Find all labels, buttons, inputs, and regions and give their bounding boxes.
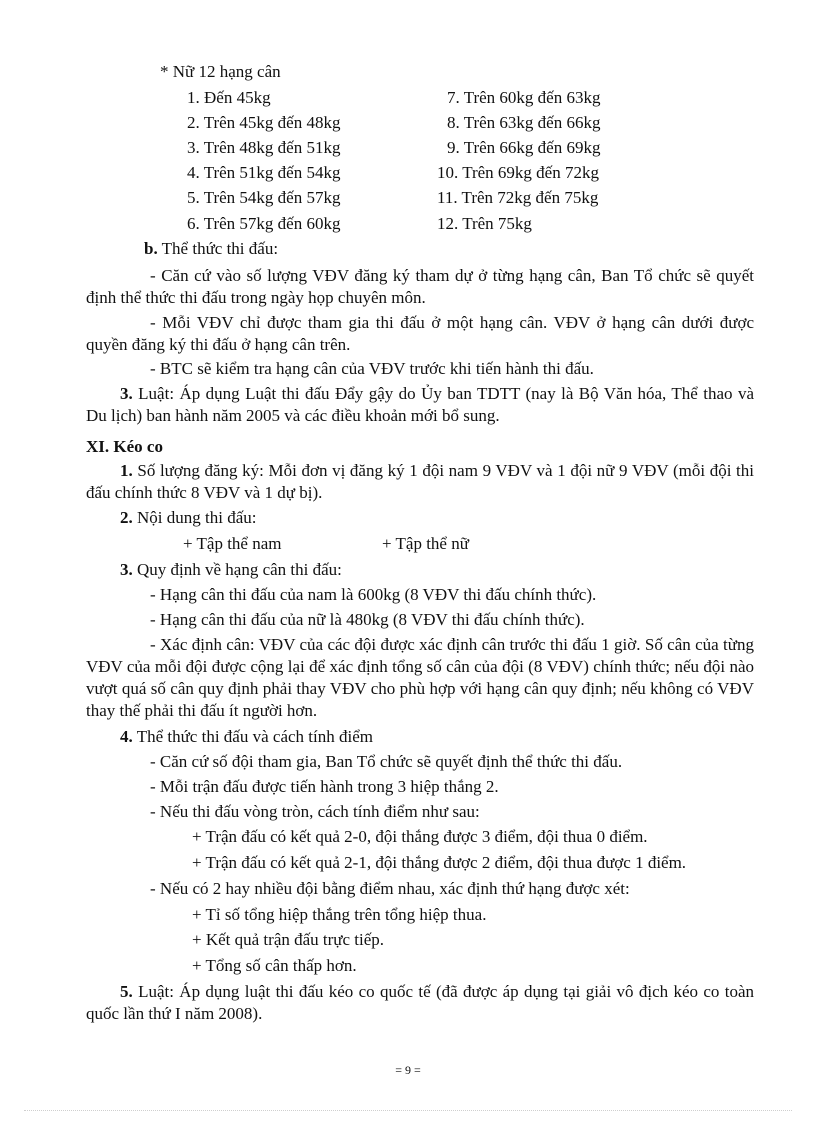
weights-header: * Nữ 12 hạng cân <box>160 62 281 81</box>
weight-class-item: 2. Trên 45kg đến 48kg <box>187 113 341 132</box>
weight-class-item: 3. Trên 48kg đến 51kg <box>187 138 341 157</box>
xi-item-1 <box>86 460 754 504</box>
xi-item-4-line: - Nếu có 2 hay nhiều đội bằng điểm nhau, xác định thứ hạng được xét: <box>150 879 630 898</box>
weight-class-item: 5. Trên 54kg đến 57kg <box>187 188 341 207</box>
xi-item-4-subline: + Tỉ số tổng hiệp thắng trên tổng hiệp thua. <box>192 905 487 924</box>
section-b-label: b. <box>144 239 158 258</box>
section-b-title: Thể thức thi đấu: <box>157 239 279 258</box>
section-b-heading <box>144 238 278 260</box>
xi-item-1-label: 1. <box>120 461 133 480</box>
xi-item-3-paragraph: - Xác định cân: VĐV của các đội được xác định cân trước thi đấu 1 giờ. Số cân của từng VĐV của mỗi đội được cộng lại để xác định tổng số cân của đội (8 VĐV) chính thức; nếu đội nào vượt quá số cân quy định phải thay VĐV cho phù hợp với hạng cân quy định; nếu không có VĐV thay thế phải thi đấu ít người hơn. <box>86 635 754 720</box>
weight-class-item: 7. Trên 60kg đến 63kg <box>447 88 601 107</box>
weight-class-item: 4. Trên 51kg đến 54kg <box>187 163 341 182</box>
weight-class-item: 1. Đến 45kg <box>187 88 271 107</box>
xi-item-1-text: Số lượng đăng ký: Mỗi đơn vị đăng ký 1 đội nam 9 VĐV và 1 đội nữ 9 VĐV (mỗi đội thi đấu chính thức 8 VĐV và 1 dự bị). <box>86 461 754 502</box>
xi-item-4-label: 4. <box>120 727 133 746</box>
weight-class-item: 8. Trên 63kg đến 66kg <box>447 113 601 132</box>
xi-item-4-text: Thể thức thi đấu và cách tính điểm <box>132 727 373 746</box>
page-edge-divider <box>24 1110 792 1111</box>
xi-item-4-subline: + Kết quả trận đấu trực tiếp. <box>192 930 385 949</box>
page-number: = 9 = <box>395 1063 421 1077</box>
weight-class-item: 12. Trên 75kg <box>437 214 532 233</box>
xi-item-4-subline: + Trận đấu có kết quả 2-0, đội thắng được 3 điểm, đội thua 0 điểm. <box>192 827 648 846</box>
xi-item-5-text: Luật: Áp dụng luật thi đấu kéo co quốc tế (đã được áp dụng tại giải vô địch kéo co toàn quốc lần thứ I năm 2008). <box>86 982 754 1023</box>
xi-item-4-line: - Mỗi trận đấu được tiến hành trong 3 hiệp thắng 2. <box>150 777 499 796</box>
xi-item-4-subline: + Trận đấu có kết quả 2-1, đội thắng được 2 điểm, đội thua được 1 điểm. <box>192 853 687 872</box>
weight-class-item: 11. Trên 72kg đến 75kg <box>437 188 599 207</box>
weight-class-item: 10. Trên 69kg đến 72kg <box>437 163 599 182</box>
content-item: + Tập thể nữ <box>382 534 469 553</box>
section-b-paragraph: - BTC sẽ kiểm tra hạng cân của VĐV trước khi tiến hành thi đấu. <box>150 359 594 378</box>
rule3-paragraph <box>86 383 754 427</box>
content-item: + Tập thể nam <box>183 534 282 553</box>
xi-item-5-label: 5. <box>120 982 133 1001</box>
xi-item-3-line: - Hạng cân thi đấu của nữ là 480kg (8 VĐV thi đấu chính thức). <box>150 610 585 629</box>
weight-class-item: 9. Trên 66kg đến 69kg <box>447 138 601 157</box>
xi-item-4-subline: + Tổng số cân thấp hơn. <box>192 956 357 975</box>
xi-item-4-line: - Nếu thi đấu vòng tròn, cách tính điểm như sau: <box>150 802 480 821</box>
xi-item-4-line: - Căn cứ số đội tham gia, Ban Tổ chức sẽ quyết định thể thức thi đấu. <box>150 752 623 771</box>
section-xi-title: XI. Kéo co <box>86 437 163 456</box>
xi-item-4 <box>120 726 373 748</box>
xi-item-2 <box>120 507 256 529</box>
xi-item-5 <box>86 981 754 1025</box>
rule3-text: Luật: Áp dụng Luật thi đấu Đẩy gậy do Ủy ban TDTT (nay là Bộ Văn hóa, Thể thao và Du lịch) ban hành năm 2005 và các điều khoản mới bổ sung. <box>86 384 754 425</box>
xi-item-3 <box>120 559 342 581</box>
section-b-paragraph: - Căn cứ vào số lượng VĐV đăng ký tham dự ở từng hạng cân, Ban Tổ chức sẽ quyết định thể thức thi đấu trong ngày họp chuyên môn. <box>86 266 754 307</box>
xi-item-2-text: Nội dung thi đấu: <box>132 508 257 527</box>
section-b-paragraph: - Mỗi VĐV chỉ được tham gia thi đấu ở một hạng cân. VĐV ở hạng cân dưới được quyền đăng ký thi đấu ở hạng cân trên. <box>86 313 754 354</box>
xi-item-3-text: Quy định về hạng cân thi đấu: <box>132 560 342 579</box>
xi-item-3-label: 3. <box>120 560 133 579</box>
weight-class-item: 6. Trên 57kg đến 60kg <box>187 214 341 233</box>
xi-item-2-label: 2. <box>120 508 133 527</box>
rule3-label: 3. <box>120 384 133 403</box>
xi-item-3-line: - Hạng cân thi đấu của nam là 600kg (8 VĐV thi đấu chính thức). <box>150 585 597 604</box>
